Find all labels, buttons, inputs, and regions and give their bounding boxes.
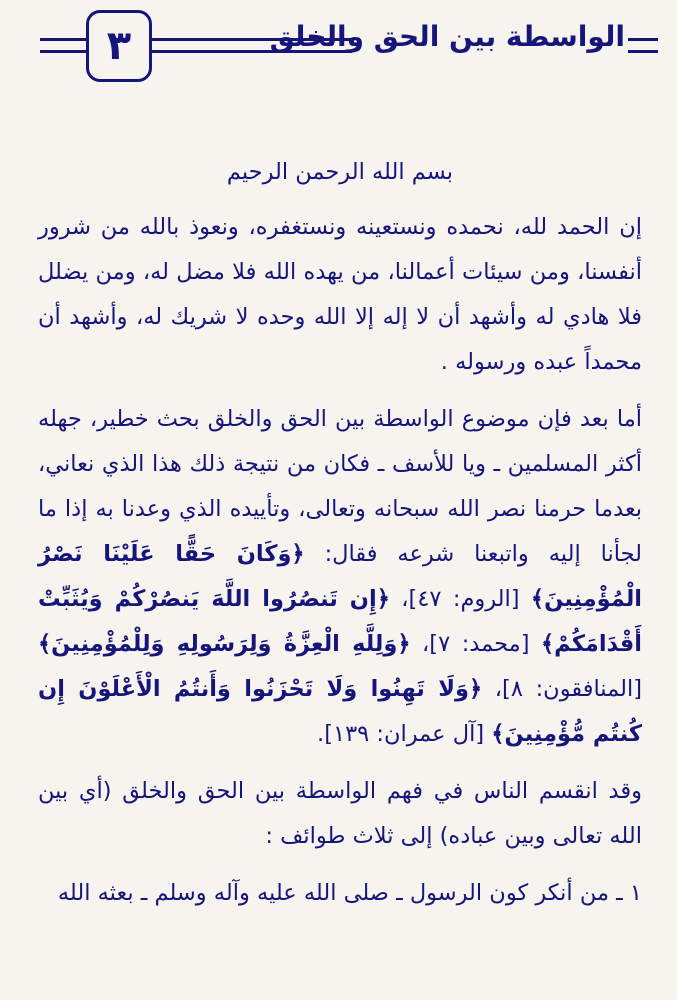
topic-paragraph [38, 397, 642, 757]
opening-paragraph: إن الحمد لله، نحمده ونستعينه ونستغفره، ونعوذ بالله من شرور أنفسنا، ومن سيئات أعمالنا، من يهده الله فلا مضل له، ومن يضلل فلا هادي له وأشهد أن لا إله إلا الله وحده لا شريك له، وأشهد أن محمداً عبده ورسوله . [38, 214, 642, 375]
verse-reference-al-imran: [آل عمران: ١٣٩]. [317, 721, 492, 747]
verse-reference-rum: [الروم: ٤٧]، [389, 586, 531, 612]
running-title: الواسطة بين الحق والخلق [269, 20, 625, 53]
list-item: ١ ـ من أنكر كون الرسول ـ صلى الله عليه وآله وسلم ـ بعثه الله [57, 880, 642, 906]
page-body [38, 150, 642, 928]
quran-verse-munafiqun: ﴿وَلِلَّهِ الْعِزَّةُ وَلِرَسُولِهِ وَلِلْمُؤْمِنِينَ﴾ [38, 631, 411, 657]
header-rule-right-bottom [628, 50, 658, 53]
basmala-heading: بسم الله الرحمن الرحيم [226, 159, 454, 185]
header-rule-left-bottom [40, 50, 86, 53]
division-paragraph: وقد انقسم الناس في فهم الواسطة بين الحق والخلق (أي بين الله تعالى وبين عباده) إلى ثلاث طوائف : [38, 778, 642, 849]
verse-reference-muhammad: [محمد: ٧]، [410, 631, 541, 657]
page-header [0, 0, 677, 90]
quran-verse-muhammad: ﴿إِن تَنصُرُوا اللَّهَ يَنصُرْكُمْ وَيُثَبِّتْ أَقْدَامَكُمْ﴾ [38, 586, 642, 657]
verse-reference-munafiqun: [المنافقون: ٨]، [482, 676, 642, 702]
page-number: ٣ [86, 10, 152, 82]
header-rule-left-top [40, 38, 86, 41]
quran-verse-rum: ﴿وَكَانَ حَقًّا عَلَيْنَا نَصْرُ الْمُؤْمِنِينَ﴾ [38, 541, 642, 612]
quran-verse-al-imran: ﴿وَلَا تَهِنُوا وَلَا تَحْزَنُوا وَأَنتُمُ الْأَعْلَوْنَ إِن كُنتُم مُّؤْمِنِينَ﴾ [38, 676, 642, 747]
topic-intro-text: أما بعد فإن موضوع الواسطة بين الحق والخلق بحث خطير، جهله أكثر المسلمين ـ ويا للأسف ـ فكان من نتيجة ذلك هذا الذي نعاني، بعدما حرمنا نصر الله سبحانه وتعالى، وتأييده الذي وعدنا به إذا ما لجأنا إليه واتبعنا شرعه فقال: [38, 406, 642, 567]
header-rule-right-top [628, 38, 658, 41]
